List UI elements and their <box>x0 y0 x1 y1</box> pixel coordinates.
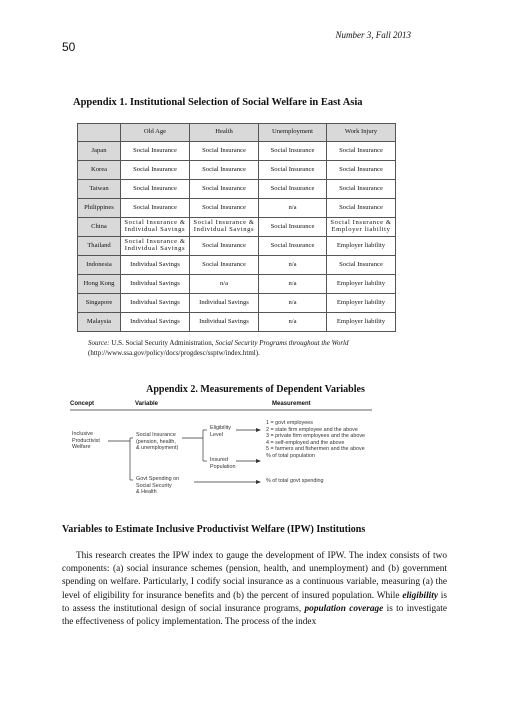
table-cell: Individual Savings <box>121 256 190 275</box>
concept-line: Inclusive <box>72 431 93 437</box>
table-row <box>78 180 396 199</box>
spending-measurement: % of total govt spending <box>266 478 324 484</box>
measurement-line: 5 = farmers and fishermen and the above <box>266 446 365 453</box>
concept-line: Productivist <box>72 437 100 444</box>
table-row <box>78 275 396 294</box>
table-cell: Social Insurance <box>190 237 259 256</box>
appendix1-title: Appendix 1. Institutional Selection of Social Welfare in East Asia <box>73 97 363 108</box>
table-cell: n/a <box>259 199 327 218</box>
table-cell: Social Insurance <box>190 161 259 180</box>
country-cell: Singapore <box>78 294 121 313</box>
header-cell: Work Injury <box>327 124 396 142</box>
table-cell: Social Insurance <box>259 237 327 256</box>
variable-line: (pension, health, <box>136 438 176 445</box>
table-cell: Individual Savings <box>121 294 190 313</box>
country-cell: Indonesia <box>78 256 121 275</box>
table-cell: Social Insurance & Individual Savings <box>121 218 190 237</box>
country-cell: Hong Kong <box>78 275 121 294</box>
variable-line: Social Security <box>136 482 172 489</box>
country-cell: Korea <box>78 161 121 180</box>
table-cell: Social Insurance <box>121 142 190 161</box>
table-cell: Individual Savings <box>190 313 259 332</box>
country-cell: China <box>78 218 121 237</box>
header-cell: Old Age <box>121 124 190 142</box>
table-cell: Social Insurance <box>259 161 327 180</box>
table-row <box>78 142 396 161</box>
table-cell: n/a <box>259 313 327 332</box>
table-cell: Social Insurance <box>190 256 259 275</box>
table-cell: Social Insurance <box>327 161 396 180</box>
table-cell: Social Insurance <box>190 142 259 161</box>
emphasis-eligibility: eligibility <box>402 590 438 601</box>
variable-line: & unemployment) <box>136 445 179 452</box>
table-cell: Social Insurance <box>259 218 327 237</box>
page-number: 50 <box>62 40 76 54</box>
subvariable-eligibility <box>210 425 231 438</box>
table-cell: Social Insurance <box>327 256 396 275</box>
table-cell: n/a <box>190 275 259 294</box>
table-cell: Social Insurance <box>327 142 396 161</box>
table-cell: n/a <box>259 275 327 294</box>
table-cell: Social Insurance <box>121 180 190 199</box>
table-source-note <box>88 339 408 358</box>
measurement-line: 3 = private firm employees and the above <box>266 433 366 440</box>
running-header: Number 3, Fall 2013 <box>335 30 411 40</box>
table-cell: Social Insurance <box>190 180 259 199</box>
appendix2-title: Appendix 2. Measurements of Dependent Variables <box>146 384 365 395</box>
subvariable-line: Population <box>210 463 236 470</box>
table-cell: Employer liability <box>327 237 396 256</box>
table-cell: Social Insurance <box>327 199 396 218</box>
emphasis-population-coverage: population coverage <box>304 603 384 614</box>
text-run: This research creates the IPW index to gauge the development of IPW. The index consists of two components: (a) social insurance schemes (pension, health, and unemployment) and (b) government spending on welfare. Particularly, I codify social insurance as a continuous variable, measuring (a) the level of eligibility for insurance benefits and (b) the percent of insured population. While <box>62 551 447 601</box>
measurement-line: 2 = state firm employee and the above <box>266 426 358 433</box>
concept-label <box>72 431 100 451</box>
country-cell: Thailand <box>78 237 121 256</box>
table-cell: Social Insurance <box>121 199 190 218</box>
table-cell: Employer liability <box>327 313 396 332</box>
measurement-line: 4 = self-employed and the above <box>266 439 345 446</box>
variable-line: Govt Spending on <box>136 476 180 482</box>
subvariable-line: Eligibility <box>210 425 231 431</box>
table-row <box>78 237 396 256</box>
table-cell: Individual Savings <box>121 313 190 332</box>
subvariable-line: Insured <box>210 457 228 463</box>
table-cell: Social Insurance <box>121 161 190 180</box>
text-run: is to assess the institutional design of social insurance programs, <box>62 590 447 614</box>
measurement-diagram <box>70 398 410 500</box>
subvariable-insured-population <box>210 457 235 470</box>
source-text: U.S. Social Security Administration, <box>111 339 214 347</box>
eligibility-measurement <box>266 420 365 460</box>
header-cell <box>78 124 121 142</box>
country-cell: Malaysia <box>78 313 121 332</box>
table-row <box>78 313 396 332</box>
table-cell: Employer liability <box>327 275 396 294</box>
table-cell: Social Insurance & Individual Savings <box>121 237 190 256</box>
measurement-line: % of total population <box>266 452 315 459</box>
section-title: Variables to Estimate Inclusive Productivist Welfare (IPW) Institutions <box>62 524 366 535</box>
measurement-line: 1 = govt employees <box>266 420 313 426</box>
table-cell: Individual Savings <box>190 294 259 313</box>
text-run: is to investigate the effectiveness of policy implementation. The process of the index <box>62 603 448 628</box>
table-header-row <box>78 124 396 142</box>
header-cell: Unemployment <box>259 124 327 142</box>
table-cell: Social Insurance & Employer liability <box>327 218 396 237</box>
subvariable-line: Level <box>210 431 223 438</box>
table-row <box>78 199 396 218</box>
appendix1-table <box>77 123 396 332</box>
table-row <box>78 218 396 237</box>
table-cell: Social Insurance <box>259 142 327 161</box>
body-paragraph <box>62 550 447 629</box>
table-row <box>78 294 396 313</box>
table-cell: Social Insurance & Individual Savings <box>190 218 259 237</box>
table-cell: n/a <box>259 256 327 275</box>
concept-line: Welfare <box>72 444 91 451</box>
country-cell: Japan <box>78 142 121 161</box>
table-cell: Social Insurance <box>190 199 259 218</box>
source-label: Source: <box>88 339 110 347</box>
country-cell: Philippines <box>78 199 121 218</box>
variable-govt-spending <box>136 476 179 496</box>
paragraph <box>62 550 447 629</box>
table-cell: Social Insurance <box>327 180 396 199</box>
table-cell: n/a <box>259 294 327 313</box>
country-cell: Taiwan <box>78 180 121 199</box>
variable-social-insurance <box>136 432 178 452</box>
table-cell: Social Insurance <box>259 180 327 199</box>
table-row <box>78 256 396 275</box>
table-cell: Individual Savings <box>121 275 190 294</box>
measurement-header: Measurement <box>272 401 311 407</box>
source-url: (http://www.ssa.gov/policy/docs/progdesc/ssptw/index.html). <box>88 348 260 357</box>
source-title: Social Security Programs throughout the World <box>215 339 349 347</box>
concept-header: Concept <box>70 401 94 407</box>
variable-line: Social Insurance <box>136 432 176 438</box>
table-cell: Employer liability <box>327 294 396 313</box>
variable-header: Variable <box>135 401 159 407</box>
table-row <box>78 161 396 180</box>
header-cell: Health <box>190 124 259 142</box>
variable-line: & Health <box>136 489 157 496</box>
